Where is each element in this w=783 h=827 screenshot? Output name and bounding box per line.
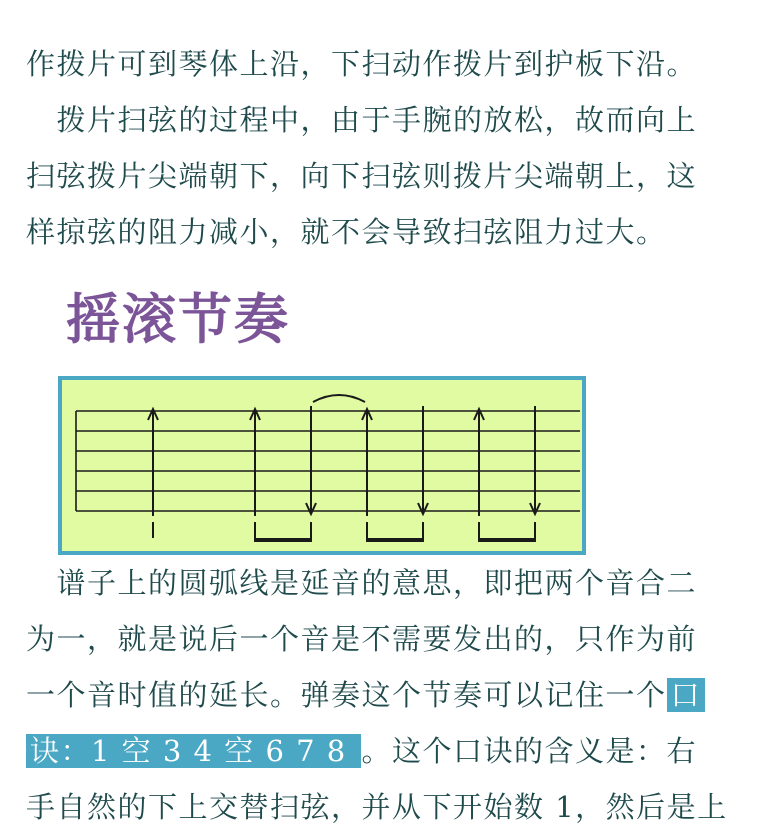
text-line-7-main: 一个音时值的延长。弹奏这个节奏可以记住一个	[26, 678, 667, 712]
text-line-3: 扫弦拨片尖端朝下，向下扫弦则拨片尖端朝上，这	[26, 159, 698, 193]
mnemonic-highlight-start: 口	[667, 678, 706, 712]
text-line-2: 拨片扫弦的过程中，由于手腕的放松，故而向上	[26, 103, 698, 137]
text-line-4: 样掠弦的阻力减小，就不会导致扫弦阻力过大。	[26, 215, 667, 249]
text-line-1: 作拨片可到琴体上沿，下扫动作拨片到护板下沿。	[26, 47, 698, 81]
text-line-9: 手自然的下上交替扫弦，并从下开始数 1，然后是上	[26, 790, 728, 824]
text-line-6: 为一，就是说后一个音是不需要发出的，只作为前	[26, 622, 698, 656]
rhythm-staff-diagram	[58, 376, 586, 555]
text-line-7	[26, 675, 705, 715]
text-line-5: 谱子上的圆弧线是延音的意思，即把两个音合二	[26, 566, 698, 600]
section-title: 摇滚节奏	[66, 288, 290, 351]
text-line-8	[26, 731, 697, 771]
mnemonic-highlight: 诀：1 空 3 4 空 6 7 8	[26, 734, 361, 768]
text-line-8-main: 。这个口诀的含义是：右	[361, 734, 697, 768]
staff-frame	[60, 378, 584, 553]
